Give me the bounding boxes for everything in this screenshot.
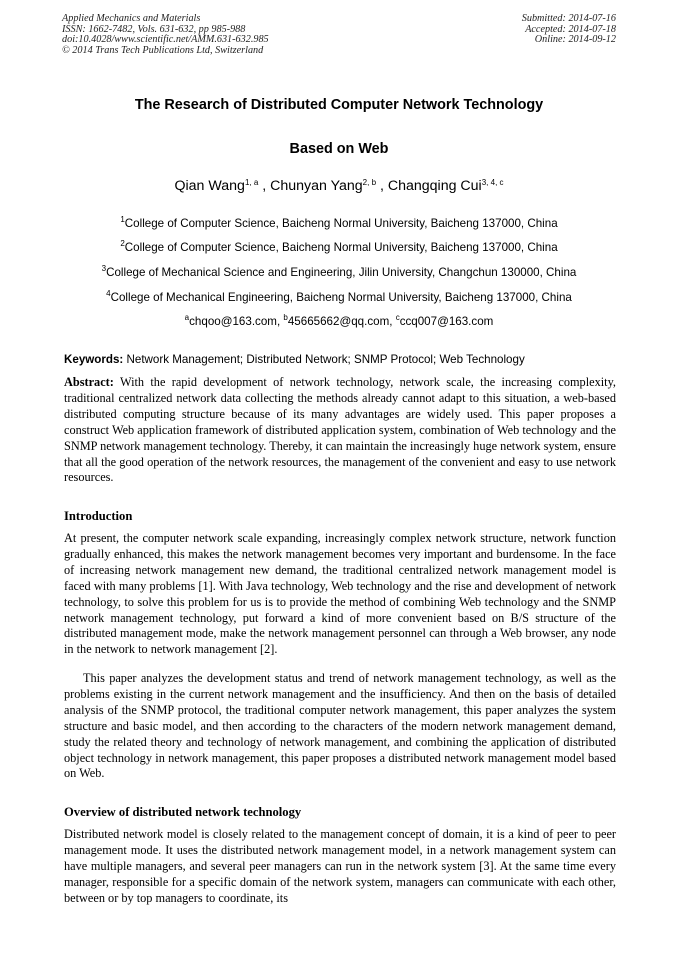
affiliation-text: College of Computer Science, Baicheng Normal University, Baicheng 137000, China: [124, 217, 558, 230]
abstract-text: With the rapid development of network technology, network scale, the increasing complexity, traditional centralized network data collecting the methods already cannot adapt to this situation, a web-based distributed computing structure because of its many advantages are widely used. This paper proposes a construct Web application framework of distributed application system, combination of Web technology and the SNMP network management technology. Thereby, it can maintain the increasingly huge network system, ensure that all the good operation of the network resources, the management of the convenient and easy to use network resources.: [64, 375, 616, 485]
affiliation-sup: 1: [120, 215, 125, 224]
abstract-label: Abstract:: [64, 375, 114, 389]
journal-copyright: © 2014 Trans Tech Publications Ltd, Switzerland: [62, 44, 264, 56]
email-sup: c: [395, 313, 400, 322]
journal-doi: doi:10.4028/www.scientific.net/AMM.631-632.985: [62, 34, 269, 46]
paper-title-line-2: Based on Web: [289, 141, 389, 157]
paper-title-line-1: The Research of Distributed Computer Network Technology: [134, 97, 544, 113]
affiliation-4: [0, 291, 678, 304]
introduction-paragraph-1: At present, the computer network scale expanding, increasingly complex network structure, network function gradually enhanced, this makes the network management becomes very important and burdensome. In the face of increasing network management new demand, the traditional centralized network management model is faced with many problems [1]. With Java technology, Web technology and the rise and development of network technology, to solve this problem for us is to provide the method of combining Web technology and the SNMP network management technology, put forward a kind of more convenient based on B/S structure of the distributed management mode, make the network management personnel can through a Web browser, any node in the network to network management [2].: [64, 531, 616, 657]
email-sup: b: [283, 313, 288, 322]
author-name: Chunyan Yang: [270, 178, 363, 194]
affiliation-3: [0, 266, 678, 279]
affiliation-text: College of Mechanical Science and Engineering, Jilin University, Changchun 130000, China: [106, 266, 577, 279]
affiliation-sup: 2: [120, 239, 125, 248]
journal-name: Applied Mechanics and Materials: [62, 13, 201, 24]
section-heading-overview: Overview of distributed network technology: [64, 805, 302, 819]
overview-paragraph-1: Distributed network model is closely related to the management concept of domain, it is a kind of peer to peer management mode. It uses the distributed network management model, in a network management system can have multiple managers, and several peer managers can run in the network system [3]. At the same time every manager, responsible for a specific domain of the network system, managers can communicate with each other, between or by top managers to coordinate, its: [64, 827, 616, 905]
affiliation-sup: 4: [106, 289, 111, 298]
affiliation-2: [0, 241, 678, 254]
journal-issn: ISSN: 1662-7482, Vols. 631-632, pp 985-988: [62, 23, 246, 35]
author-name: Changqing Cui: [387, 178, 482, 194]
keywords-label: Keywords:: [64, 353, 124, 366]
author-sup: 1, a: [244, 178, 259, 187]
keywords-text: Network Management; Distributed Network; SNMP Protocol; Web Technology: [126, 353, 525, 366]
affiliation-sup: 3: [101, 264, 107, 273]
email-text: ccq007@163.com: [399, 315, 494, 328]
accepted-date: Accepted: 2014-07-18: [525, 23, 616, 35]
publication-dates: [522, 14, 616, 46]
introduction-paragraph-2: This paper analyzes the development status and trend of network management technology, as well as the problems existing in the current network management and the insufficiency. And then on the basis of detailed analysis of the SNMP protocol, the traditional computer network management, this paper analyzes the system structure and basic model, and then according to the characters of the modern network management demand, study the related theory and technology of network management, and combining the application of distributed object technology in network management, this paper proposes a distributed network management model based on Web.: [64, 671, 616, 781]
email-sup: a: [184, 313, 190, 322]
email-text: chqoo@163.com,: [189, 315, 281, 328]
email-text: 45665662@qq.com,: [287, 315, 393, 328]
author-emails: [0, 315, 678, 328]
online-date: Online: 2014-09-12: [534, 34, 616, 46]
journal-info: [62, 14, 269, 56]
affiliation-1: [0, 217, 678, 230]
author-sup: 2, b: [362, 178, 377, 187]
author-list: Qian Wang$^{1, a}$ , Chunyan Yang$^{2, b}$ , Changqing Cui$^{3, 4, c}$: [174, 178, 504, 194]
keywords: [64, 353, 616, 366]
author-name: Qian Wang: [174, 178, 245, 194]
abstract: [64, 375, 616, 486]
affiliation-text: College of Computer Science, Baicheng Normal University, Baicheng 137000, China: [124, 241, 558, 254]
author-sup: 3, 4, c: [481, 178, 504, 187]
affiliation-text: College of Mechanical Engineering, Baicheng Normal University, Baicheng 137000, China: [110, 291, 572, 304]
submitted-date: Submitted: 2014-07-16: [521, 13, 616, 24]
section-heading-introduction: Introduction: [64, 509, 133, 523]
